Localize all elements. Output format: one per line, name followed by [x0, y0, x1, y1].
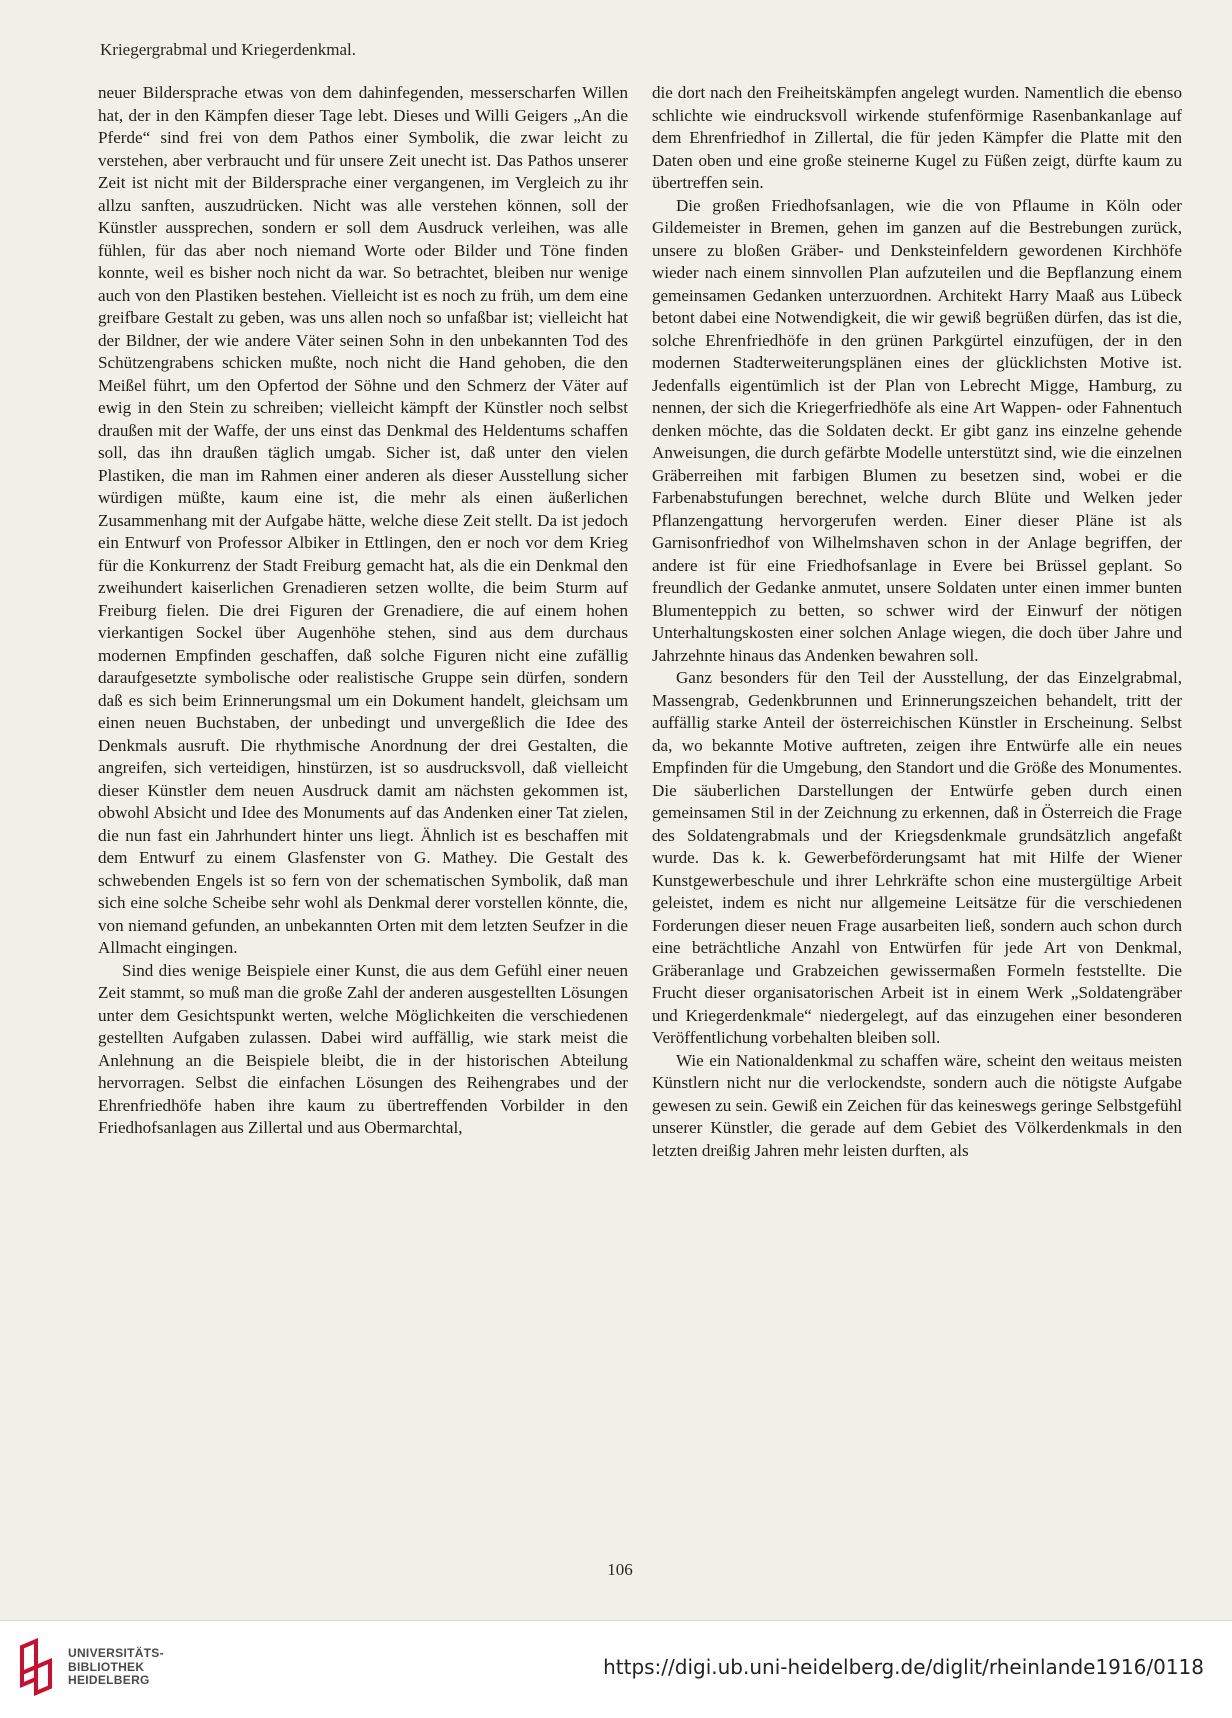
paragraph: Ganz besonders für den Teil der Ausstellung, der das Einzelgrabmal, Massengrab, Gedenkbrunnen und Erinnerungszeichen behandelt, tritt der auffällig starke Anteil der österreichischen Künstler in Erscheinung. Selbst da, wo bekannte Motive auftreten, zeigen ihre Entwürfe alle ein neues Empfinden für die Umgebung, den Standort und die Größe des Monumentes. Die säuberlichen Darstellungen der Entwürfe geben durch einen gemeinsamen Stil in der Zeichnung zu erkennen, daß in Österreich die Frage des Soldatengrabmals und der Kriegsdenkmale grundsätzlich angefaßt wurde. Das k. k. Gewerbeförderungsamt hat mit Hilfe der Wiener Kunstgewerbeschule und ihrer Lehrkräfte schon eine mustergültige Arbeit geleistet, indem es nicht nur allgemeine Leitsätze für die verschiedenen Forderungen dieser neuen Frage ausarbeiten ließ, sondern auch schon durch eine beträchtliche Anzahl von Entwürfen für jede Art von Denkmal, Gräberanlage und Grabzeichen gewissermaßen Formeln feststellte. Die Frucht dieser organisatorischen Arbeit ist in einem Werk „Soldatengräber und Kriegerdenkmale“ niedergelegt, auf das einzugehen einer besonderen Veröffentlichung vorbehalten bleiben soll.: [652, 668, 1182, 1047]
permalink-url[interactable]: https://digi.ub.uni-heidelberg.de/diglit/rheinlande1916/0118: [603, 1655, 1204, 1679]
library-name-line: BIBLIOTHEK: [68, 1659, 145, 1674]
viewer-footer: [0, 1620, 1232, 1718]
library-name: [68, 1647, 164, 1688]
paragraph: neuer Bildersprache etwas von dem dahinfegenden, messerscharfen Willen hat, der in den Kämpfen dieser Tage lebt. Dieses und Willi Geigers „An die Pferde“ sind frei von dem Pathos einer Symbolik, die zwar leicht zu verstehen, aber verbraucht und für unsere Zeit unecht ist. Das Pathos unserer Zeit ist nicht mit der Bildersprache einer vergangenen, im Vergleich zu ihr allzu sanften, auszudrücken. Nicht was alle verstehen können, soll der Künstler aussprechen, sondern er soll dem Ausdruck verleihen, was alle fühlen, für das aber noch niemand Worte oder Bilder und Töne finden konnte, weil es bisher noch nicht da war. So betrachtet, bleiben nur wenige auch von den Plastiken bestehen. Vielleicht ist es noch zu früh, um dem eine greifbare Gestalt zu geben, was uns allen noch so unfaßbar ist; vielleicht hat der Bildner, der wie andere Väter seinen Sohn in den unbekannten Tod des Schützengrabens schicken mußte, noch nicht die Hand gehoben, die den Meißel führt, um den Opfertod der Söhne und den Schmerz der Väter auf ewig in den Stein zu schreiben; vielleicht kämpft der Künstler noch selbst draußen mit der Waffe, der uns einst das Denkmal des Heldentums schaffen soll, das ihn draußen täglich umgab. Sicher ist, daß unter den vielen Plastiken, die man im Rahmen einer anderen als dieser Ausstellung sicher würdigen müßte, kaum eine ist, die mehr als einen äußerlichen Zusammenhang mit der Aufgabe hätte, welche diese Zeit stellt. Da ist jedoch ein Entwurf von Professor Albiker in Ettlingen, den er noch vor dem Krieg für die Konkurrenz der Stadt Freiburg gemacht hat, als die ein Denkmal den zweihundert kaiserlichen Grenadieren setzen wollte, die beim Sturm auf Freiburg fielen. Die drei Figuren der Grenadiere, die auf einem hohen vierkantigen Sockel über Augenhöhe stehen, sind aus dem durchaus modernen Empfinden geschaffen, daß solche Figuren nicht eine zufällig daraufgesetzte symbolische oder realistische Gruppe sein dürfen, sondern daß es sich beim Erinnerungsmal um ein Dokument handelt, gleichsam um einen neuen Buchstaben, der unbedingt und unvergeßlich die Idee des Denkmals ausruft. Die rhythmische Anordnung der drei Gestalten, die angreifen, sich verteidigen, hinstürzen, ist so ausdrucksvoll, daß vielleicht dieser Künstler dem neuen Ausdruck damit am nächsten gekommen ist, obwohl Absicht und Idee des Monuments auf das Andenken einer Tat zielen, die nun fast ein Jahrhundert hinter uns liegt. Ähnlich ist es beschaffen mit dem Entwurf zu einem Glasfenster von G. Mathey. Die Gestalt des schwebenden Engels ist so fern von der schematischen Symbolik, daß man sich eine solche Scheibe sehr wohl als Denkmal derer vorstellen könnte, die, von niemand gefunden, an unbekannten Orten mit dem letzten Seufzer in die Allmacht eingingen.: [98, 83, 628, 957]
text-column-left: [98, 82, 628, 1140]
text-column-right: [652, 82, 1182, 1162]
paragraph: Wie ein Nationaldenkmal zu schaffen wäre, scheint den weitaus meisten Künstlern nicht nur die verlockendste, sondern auch die nötigste Aufgabe gewesen zu sein. Gewiß ein Zeichen für das keineswegs geringe Selbstgefühl unserer Künstler, die gerade auf dem Gebiet des Völkerdenkmals in den letzten dreißig Jahren mehr leisten durften, als: [652, 1050, 1182, 1160]
page-number: 106: [607, 1560, 633, 1579]
paragraph: Sind dies wenige Beispiele einer Kunst, die aus dem Gefühl einer neuen Zeit stammt, so muß man die große Zahl der anderen ausgestellten Lösungen unter dem Gesichtspunkt werten, welche Möglichkeiten die verschiedenen gestellten Aufgaben zulassen. Dabei wird auffällig, wie stark meist die Anlehnung an die Beispiele bleibt, die in der historischen Abteilung hervorragen. Selbst die einfachen Lösungen des Reihengrabes und der Ehrenfriedhöfe haben ihre kaum zu übertreffenden Vorbilder in den Friedhofsanlagen aus Zillertal und aus Obermarchtal,: [98, 960, 628, 1137]
library-name-line: UNIVERSITÄTS-: [68, 1646, 164, 1660]
library-name-line: HEIDELBERG: [68, 1673, 150, 1687]
running-head: Kriegergrabmal und Kriegerdenkmal.: [100, 40, 357, 59]
library-logo-icon: [16, 1637, 58, 1697]
paragraph: die dort nach den Freiheitskämpfen angelegt wurden. Namentlich die ebenso schlichte wie eindrucksvoll wirkende stufenförmige Rasenbankanlage auf dem Ehrenfriedhof in Zillertal, die für jeden Kämpfer die Platte mit den Daten oben und eine große steinerne Kugel zu Füßen zeigt, dürfte kaum zu übertreffen sein.: [652, 83, 1182, 192]
paragraph: Die großen Friedhofsanlagen, wie die von Pflaume in Köln oder Gildemeister in Bremen, gehen im ganzen auf die Bestrebungen zurück, unsere zu bloßen Gräber- und Denksteinfeldern gewordenen Kirchhöfe wieder nach einem sinnvollen Plan aufzuteilen und die Bepflanzung einem gemeinsamen Gedanken unterzuordnen. Architekt Harry Maaß aus Lübeck betont dabei eine Notwendigkeit, die wir gewiß begrüßen dürfen, das ist die, solche Ehrenfriedhöfe in den grünen Parkgürtel einzufügen, der in den modernen Stadterweiterungsplänen eines der glücklichsten Motive ist. Jedenfalls eigentümlich ist der Plan von Lebrecht Migge, Hamburg, zu nennen, der sich die Kriegerfriedhöfe als eine Art Wappen- oder Fahnentuch denken möchte, das die Soldaten deckt. Er gibt ganz ins einzelne gehende Anweisungen, die durch gefärbte Modelle unterstützt sind, wie die einzelnen Gräberreihen mit farbigen Blumen zu besetzen sind, wobei er die Farbenabstufungen berechnet, welche durch Blüte und Welken jeder Pflanzengattung hervorgerufen werden. Einer dieser Pläne ist als Garnisonfriedhof von Wilhelmshaven schon in der Anlage begriffen, der andere ist für eine Friedhofsanlage in Evere bei Brüssel geplant. So freundlich der Gedanke anmutet, unsere Soldaten unter einen immer bunten Blumenteppich zu betten, so schwer wird der Einwurf der nötigen Unterhaltungskosten einer solchen Anlage wiegen, die doch über Jahre und Jahrzehnte hinaus das Andenken bewahren soll.: [652, 195, 1182, 665]
